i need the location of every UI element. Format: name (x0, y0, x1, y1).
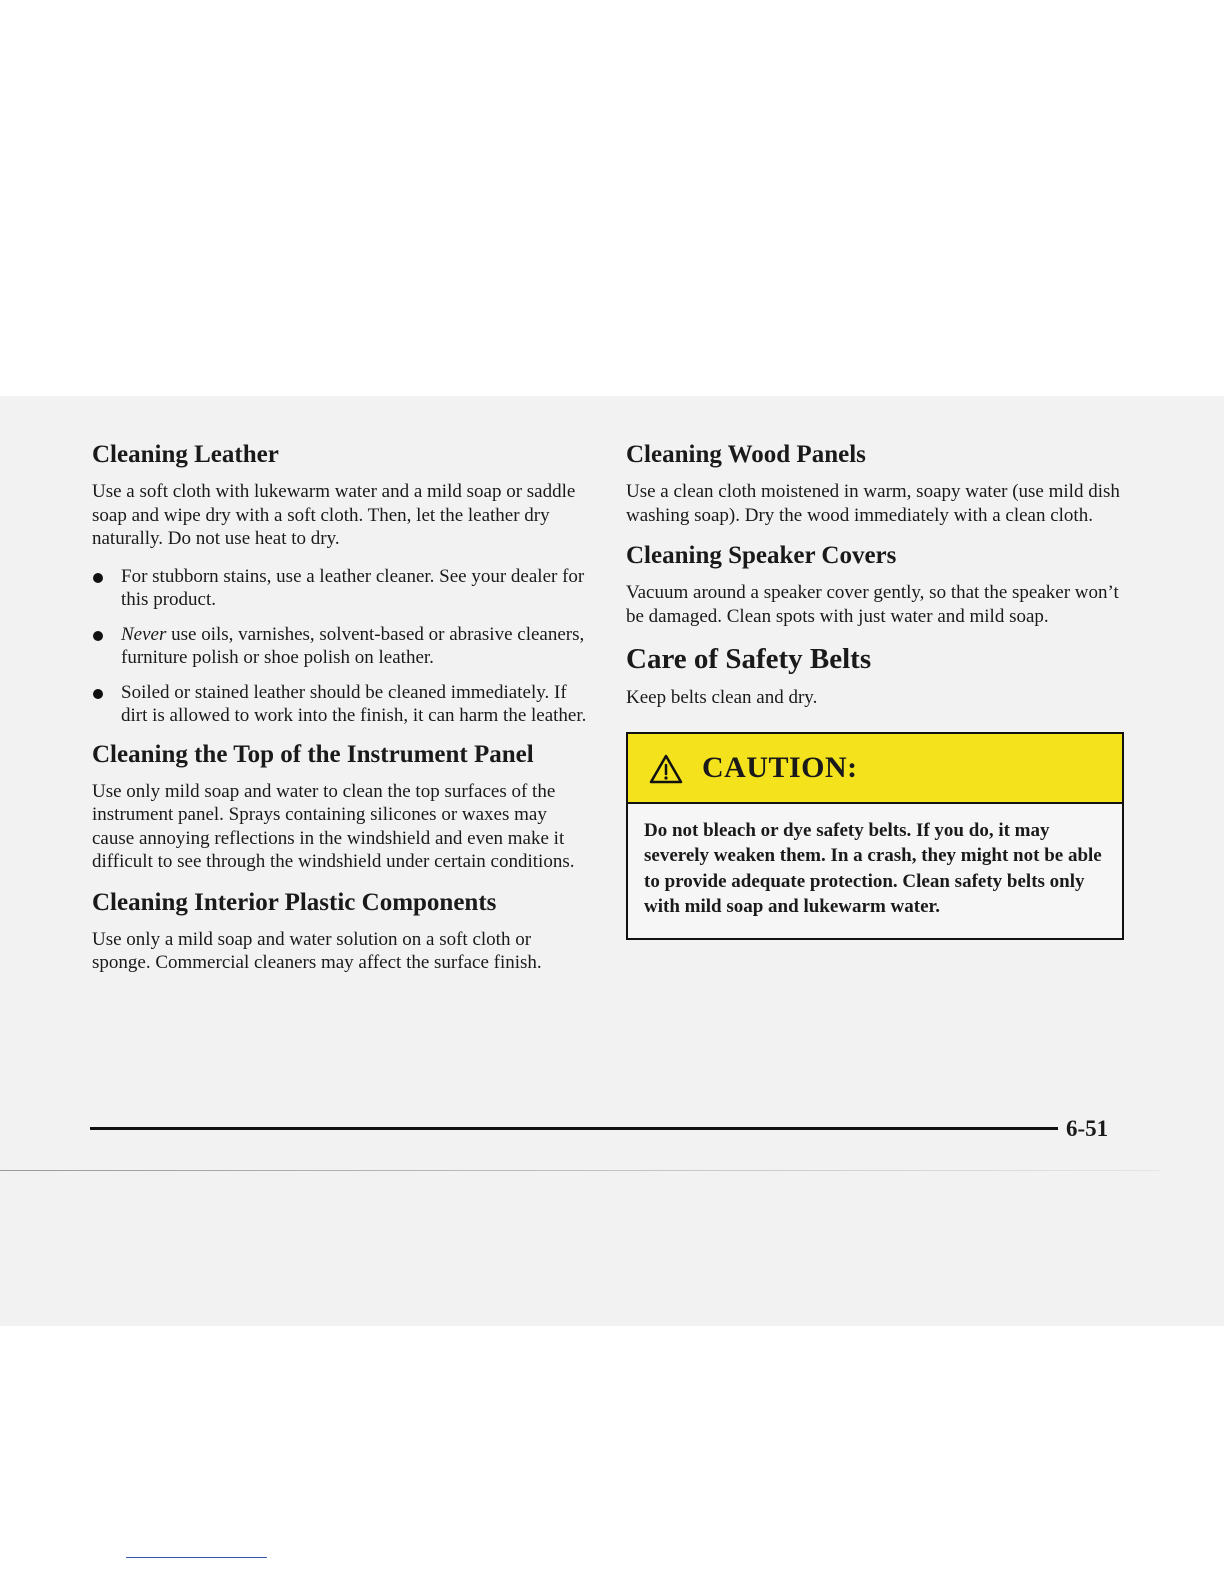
plastic-components-text: Use only a mild soap and water solution on a soft cloth or sponge. Commercial cleaners may affect the surface finish. (92, 928, 542, 973)
scan-edge-divider (0, 1170, 1160, 1171)
bullet-text: For stubborn stains, use a leather cleaner. See your dealer for this product. (121, 565, 585, 610)
list-item (92, 623, 592, 670)
caution-text: Do not bleach or dye safety belts. If you do, it may severely weaken them. In a crash, they might not be able to provide adequate protection. Clean safety belts only with mild soap and lukewarm water. (644, 819, 1102, 917)
cleaning-leather-heading: Cleaning Leather (92, 441, 279, 468)
instrument-panel-text: Use only mild soap and water to clean the top surfaces of the instrument panel. Sprays containing silicones or waxes may cause annoying reflections in the windshield and even make it difficult to see through the windshield under certain conditions. (92, 780, 575, 872)
bullet-text: use oils, varnishes, solvent-based or abrasive cleaners, furniture polish or shoe polish on leather. (121, 623, 585, 668)
caution-box (626, 732, 1124, 940)
caution-title: CAUTION: (702, 750, 858, 784)
plastic-components-heading: Cleaning Interior Plastic Components (92, 888, 497, 916)
link-underline (126, 1557, 267, 1558)
speaker-covers-text: Vacuum around a speaker cover gently, so that the speaker won’t be damaged. Clean spots with just water and mild soap. (626, 582, 1119, 627)
footer-divider (90, 1127, 1058, 1130)
bullet-icon (93, 689, 103, 699)
cleaning-wood-text: Use a clean cloth moistened in warm, soapy water (use mild dish washing soap). Dry the wood immediately with a clean cloth. (626, 481, 1120, 526)
page-number: 6-51 (1066, 1116, 1109, 1141)
bullet-emphasis: Never (121, 623, 167, 645)
cleaning-wood-heading: Cleaning Wood Panels (626, 441, 866, 468)
speaker-covers-heading: Cleaning Speaker Covers (626, 542, 897, 569)
list-item (92, 681, 592, 728)
bullet-icon (93, 573, 103, 583)
safety-belts-heading: Care of Safety Belts (626, 643, 872, 675)
instrument-panel-heading: Cleaning the Top of the Instrument Panel (92, 740, 534, 768)
list-item (92, 565, 592, 612)
right-column (626, 440, 1126, 940)
leather-bullet-list (92, 565, 592, 728)
cleaning-leather-text: Use a soft cloth with lukewarm water and a mild soap or saddle soap and wipe dry with a soft cloth. Then, let the leather dry naturally. Do not use heat to dry. (92, 481, 576, 549)
safety-belts-text: Keep belts clean and dry. (626, 687, 818, 708)
bullet-text: Soiled or stained leather should be cleaned immediately. If dirt is allowed to work into the finish, it can harm the leather. (121, 681, 587, 726)
caution-header (628, 734, 1122, 804)
left-column (92, 440, 592, 989)
bullet-icon (93, 631, 103, 641)
warning-triangle-icon (649, 754, 683, 784)
